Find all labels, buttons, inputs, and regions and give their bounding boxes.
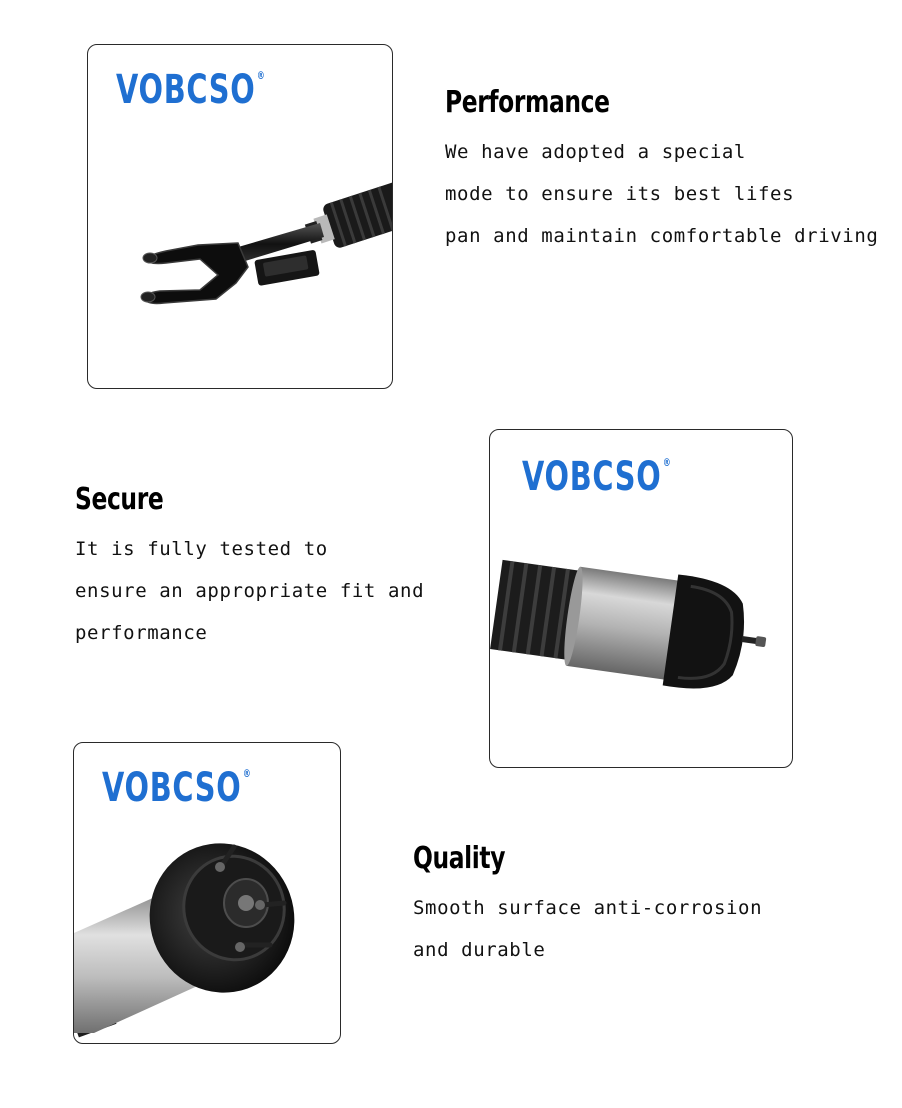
section-title-secure: Secure xyxy=(75,482,164,517)
text-line: It is fully tested to xyxy=(75,538,328,560)
section-text-performance xyxy=(445,131,878,257)
strut-fork-image xyxy=(88,45,393,389)
product-image-card-top-mount xyxy=(73,742,341,1044)
text-line: ensure an appropriate fit and xyxy=(75,580,425,602)
text-line: and durable xyxy=(413,939,546,961)
brand-logo: VOBCSO® xyxy=(102,765,252,811)
section-title-performance: Performance xyxy=(445,85,610,120)
air-spring-side-image xyxy=(490,430,793,768)
air-spring-top-mount-image xyxy=(74,743,341,1044)
brand-logo: VOBCSO® xyxy=(522,454,672,500)
section-text-secure xyxy=(75,528,424,654)
section-text-quality xyxy=(413,887,762,971)
text-line: performance xyxy=(75,622,208,644)
text-line: mode to ensure its best lifes xyxy=(445,183,795,205)
text-line: pan and maintain comfortable driving xyxy=(445,225,879,247)
product-image-card-air-spring xyxy=(489,429,793,768)
product-image-card-strut xyxy=(87,44,393,389)
text-line: We have adopted a special xyxy=(445,141,746,163)
brand-logo: VOBCSO® xyxy=(116,67,266,113)
text-line: Smooth surface anti-corrosion xyxy=(413,897,763,919)
section-title-quality: Quality xyxy=(413,841,506,876)
